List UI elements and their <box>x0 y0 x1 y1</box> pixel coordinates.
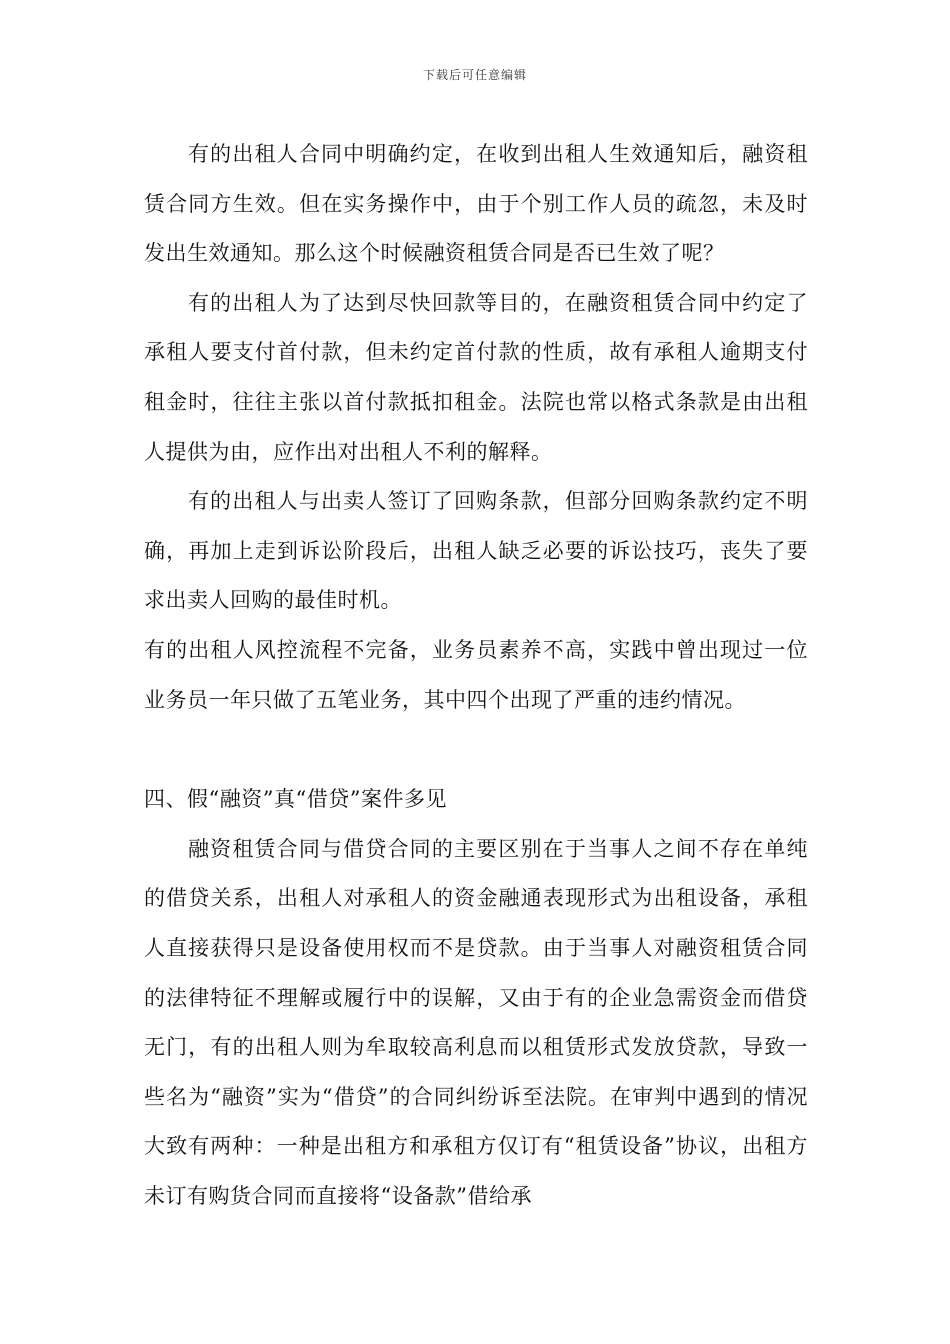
paragraph-repurchase: 有的出租人与出卖人签订了回购条款，但部分回购条款约定不明确，再加上走到诉讼阶段后，出租人缺乏必要的诉讼技巧，丧失了要求出卖人回购的最佳时机。 <box>144 489 808 613</box>
paragraph-financing-vs-loan: 融资租赁合同与借贷合同的主要区别在于当事人之间不存在单纯的借贷关系，出租人对承租人的资金融通表现形式为出租设备，承租人直接获得只是设备使用权而不是贷款。由于当事人对融资租赁合同的法律特征不理解或履行中的误解，又由于有的企业急需资金而借贷无门，有的出租人则为牟取较高利息而以租赁形式发放贷款，导致一些名为“融资”实为“借贷”的合同纠纷诉至法院。在审判中遇到的情况大致有两种：一种是出租方和承租方仅订有“租赁设备”协议，出租方未订有购货合同而直接将“设备款”借给承 <box>144 836 808 1208</box>
header-note: 下载后可任意编辑 <box>422 68 527 82</box>
document-body <box>144 130 808 1221</box>
section-spacer <box>144 725 808 775</box>
paragraph-down-payment: 有的出租人为了达到尽快回款等目的，在融资租赁合同中约定了承租人要支付首付款，但未约定首付款的性质，故有承租人逾期支付租金时，往往主张以首付款抵扣租金。法院也常以格式条款是由出租人提供为由，应作出对出租人不利的解释。 <box>144 290 808 464</box>
section-heading: 四、假“融资”真“借贷”案件多见 <box>144 787 447 812</box>
paragraph-effective-notice: 有的出租人合同中明确约定，在收到出租人生效通知后，融资租赁合同方生效。但在实务操作中，由于个别工作人员的疏忽，未及时发出生效通知。那么这个时候融资租赁合同是否已生效了呢？ <box>144 142 808 266</box>
paragraph-risk-control: 有的出租人风控流程不完备，业务员素养不高，实践中曾出现过一位业务员一年只做了五笔业务，其中四个出现了严重的违约情况。 <box>144 637 808 712</box>
